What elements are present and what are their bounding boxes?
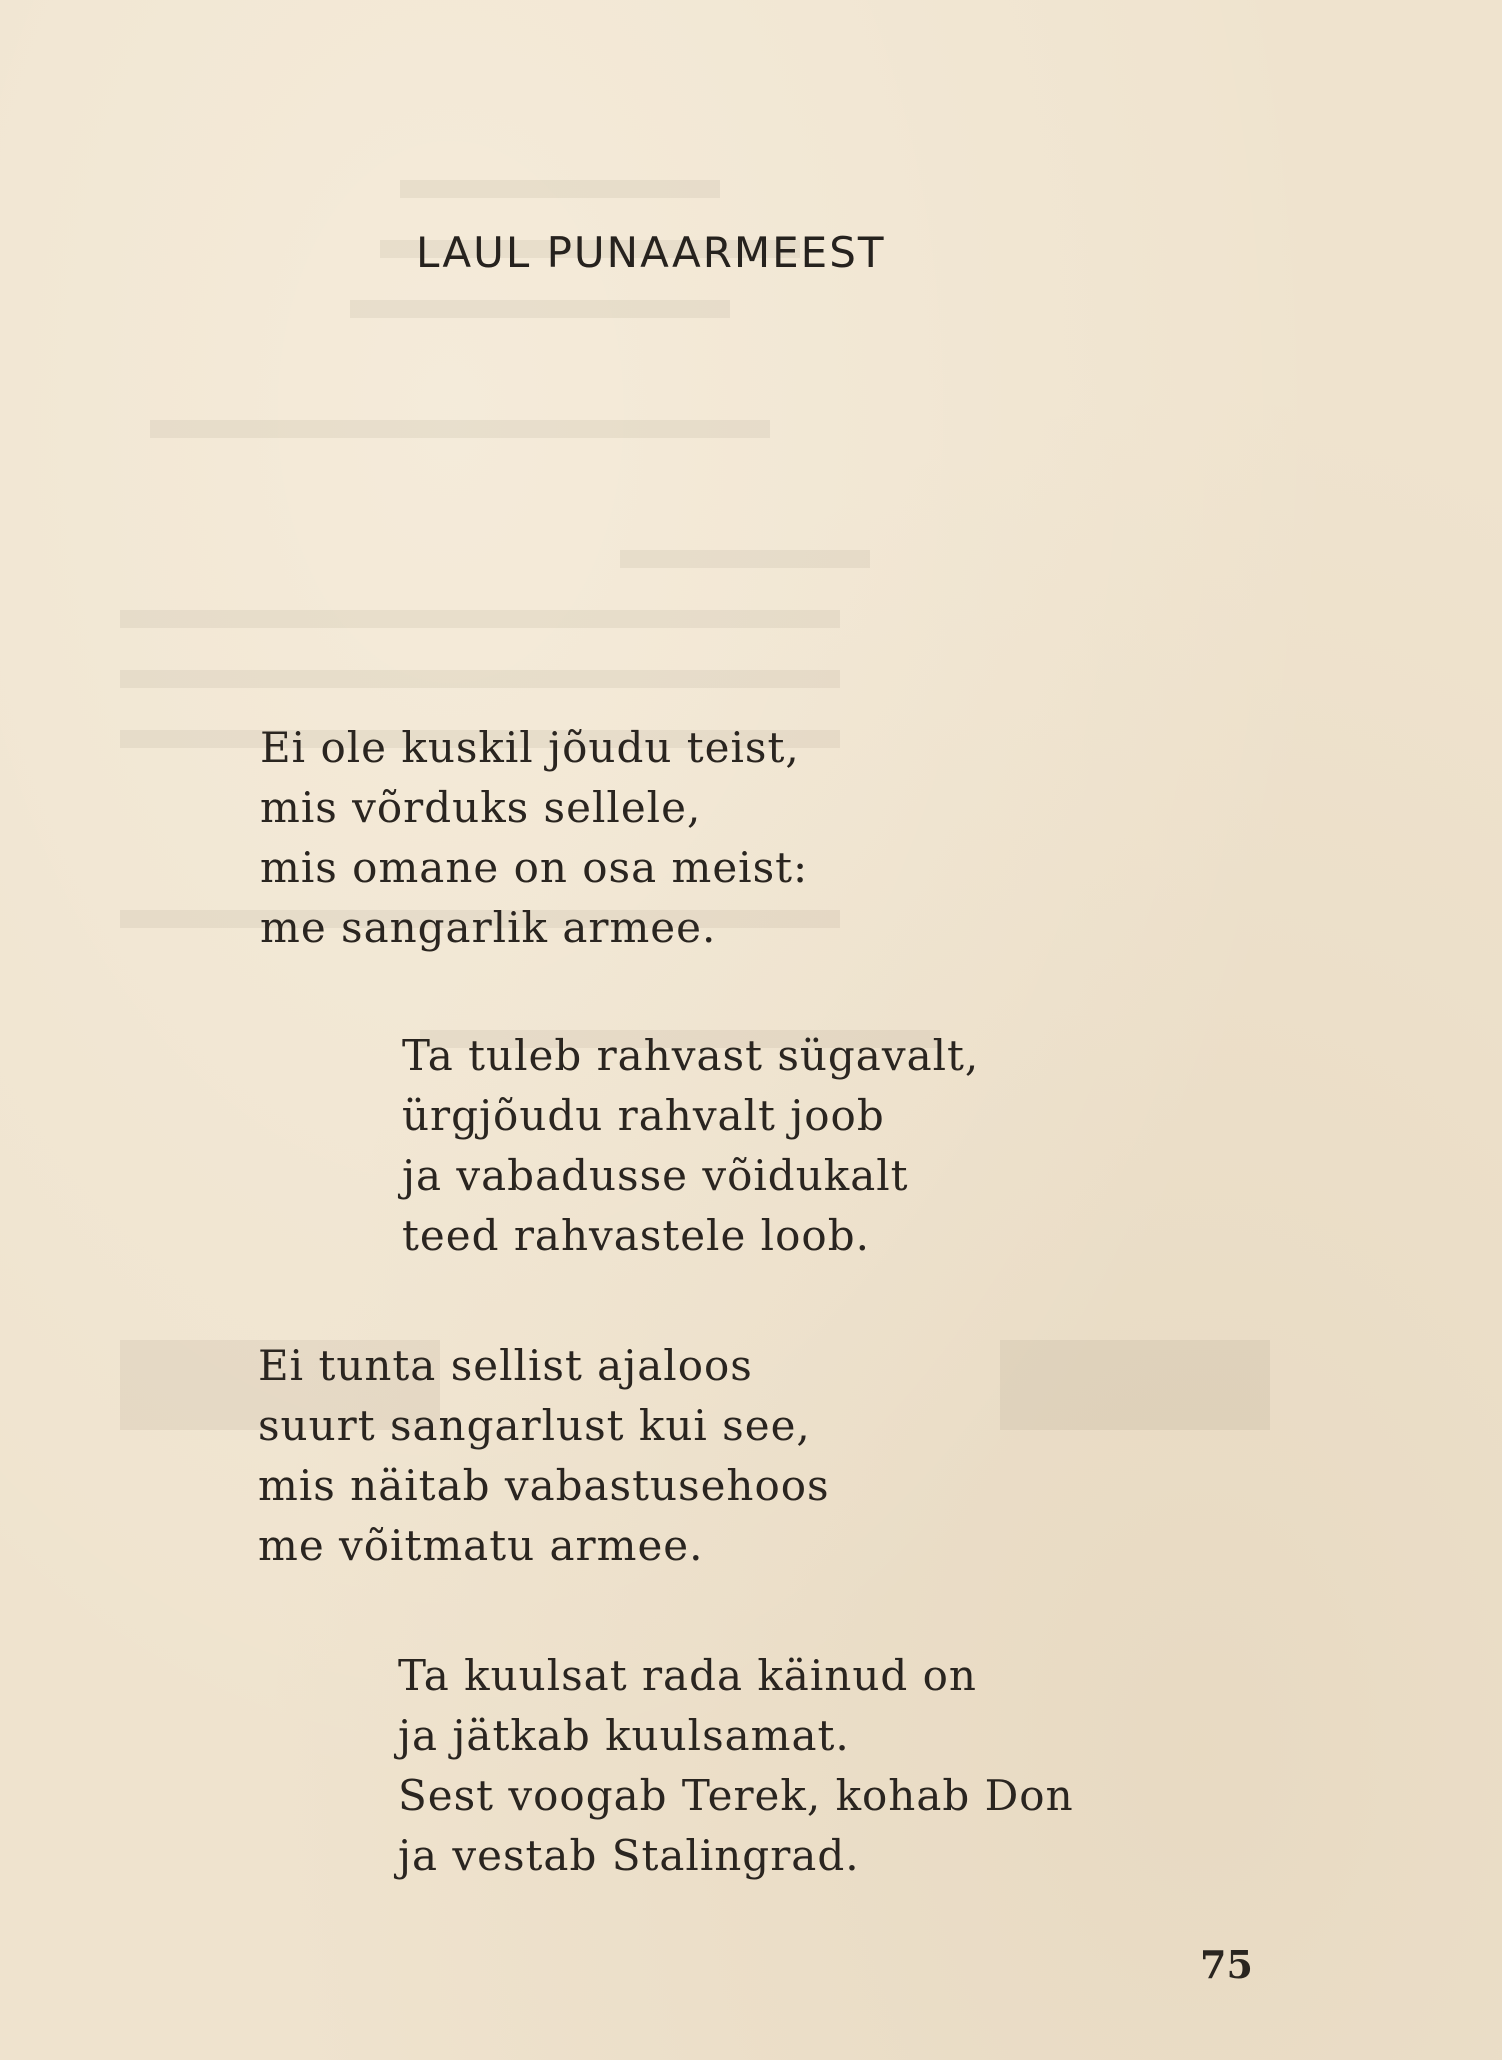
verse-line: ja vabadusse võidukalt [402,1151,909,1200]
stanza-4 [398,1646,1074,1886]
verse-line: mis omane on osa meist: [260,843,809,892]
poem-title: LAUL PUNAARMEEST [416,228,886,277]
verse-line: teed rahvastele loob. [402,1211,870,1260]
verse-line: me võitmatu armee. [258,1521,704,1570]
verse-line: ja jätkab kuulsamat. [398,1711,850,1760]
verse-line: Ei ole kuskil jõudu teist, [260,723,800,772]
stanza-3 [258,1336,830,1576]
verse-line: me sangarlik armee. [260,903,717,952]
verse-line: Ta kuulsat rada käinud on [398,1651,977,1700]
verse-line: ürgjõudu rahvalt joob [402,1091,885,1140]
verse-line: Ei tunta sellist ajaloos [258,1341,753,1390]
stanza-2 [402,1026,979,1266]
page-number: 75 [1200,1942,1253,1987]
verse-line: mis näitab vabastusehoos [258,1461,830,1510]
stanza-1 [260,718,808,958]
verse-line: Sest voogab Terek, kohab Don [398,1771,1074,1820]
verse-line: mis võrduks sellele, [260,783,702,832]
show-through-texture [120,150,1270,1900]
verse-line: ja vestab Stalingrad. [398,1831,860,1880]
verse-line: Ta tuleb rahvast sügavalt, [402,1031,980,1080]
verse-line: suurt sangarlust kui see, [258,1401,811,1450]
